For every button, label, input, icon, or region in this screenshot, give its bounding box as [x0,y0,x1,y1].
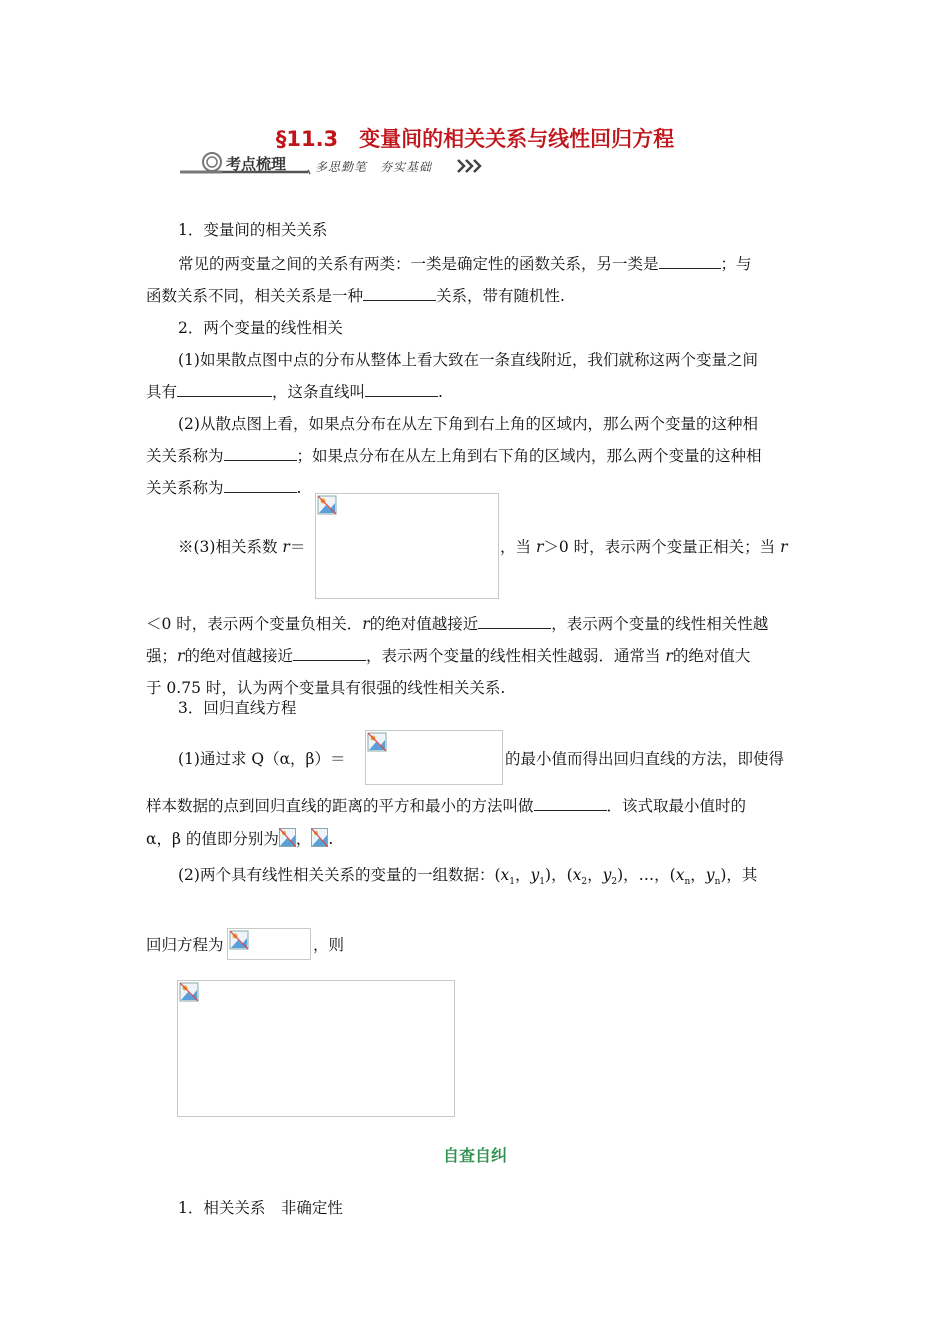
answers-heading: 自查自纠 [442,1146,507,1165]
section-2-heading: 2．两个变量的线性相关 [178,319,343,337]
banner-subtitle: 多思勤笔 夯实基础 [315,160,433,174]
paragraph: ※(3)相关系数 r＝ [178,538,306,556]
paragraph: 具有 ，这条直线叫 . [146,383,443,401]
answer-blank [177,382,272,397]
regression-equation-image [227,928,311,960]
coefficient-formulas-image [177,980,455,1117]
paragraph: 强；r的绝对值越接近 ，表示两个变量的线性相关性越弱．通常当 r的绝对值大 [146,647,751,665]
section-banner [178,150,508,180]
alpha-hat-image [279,828,296,847]
paragraph: 于 0.75 时，认为两个变量具有很强的线性相关关系. [146,679,506,697]
broken-image-icon [229,930,249,950]
paragraph: 回归方程为 [146,936,224,954]
section-3-heading: 3．回归直线方程 [178,699,297,717]
answer-line: 1．相关关系 非确定性 [178,1199,343,1217]
paragraph: 样本数据的点到回归直线的距离的平方和最小的方法叫做 ．该式取最小值时的 [146,797,747,815]
paragraph: 关关系称为 ；如果点分布在从左上角到右下角的区域内，那么两个变量的这种相 [146,447,762,465]
broken-image-icon [279,828,296,847]
paragraph: ，则 [313,936,345,954]
broken-image-icon [179,982,199,1002]
section-1-heading: 1．变量间的相关关系 [178,221,328,239]
answer-blank [534,796,607,811]
answer-blank [659,254,721,269]
paragraph: (1)如果散点图中点的分布从整体上看大致在一条直线附近，我们就称这两个变量之间 [178,351,758,369]
answer-blank [363,286,436,301]
broken-image-icon [311,828,328,847]
answer-blank [478,614,551,629]
banner-label: 考点梳理 [226,155,287,173]
answer-blank [365,382,438,397]
paragraph: (2)从散点图上看，如果点分布在从左下角到右上角的区域内，那么两个变量的这种相 [178,415,758,433]
paragraph: ＜0 时，表示两个变量负相关．r的绝对值越接近 ，表示两个变量的线性相关性越 [146,615,769,633]
broken-image-icon [317,495,337,515]
paragraph: 关关系称为 . [146,479,302,497]
paragraph: 函数关系不同，相关关系是一种 关系，带有随机性. [146,287,565,305]
paragraph: (1)通过求 Q（α，β）＝ [178,750,346,768]
paragraph: 常见的两变量之间的关系有两类：一类是确定性的函数关系，另一类是 ；与 [178,255,752,273]
answer-blank [293,646,366,661]
answer-blank [224,446,297,461]
paragraph: (2)两个具有线性相关关系的变量的一组数据：($x_1$，$y_1$)，($x_2$，$y_2$)，…，($x_n$，$y_n$)，其 [178,866,758,888]
paragraph: ，当 r＞0 时，表示两个变量正相关；当 r [500,538,788,556]
page-title: §11.3 变量间的相关关系与线性回归方程 [275,127,675,151]
paragraph: α，β 的值即分别为 ， . [146,830,334,848]
beta-hat-image [311,828,328,847]
answer-blank [224,478,297,493]
paragraph: 的最小值而得出回归直线的方法，即使得 [505,750,785,768]
